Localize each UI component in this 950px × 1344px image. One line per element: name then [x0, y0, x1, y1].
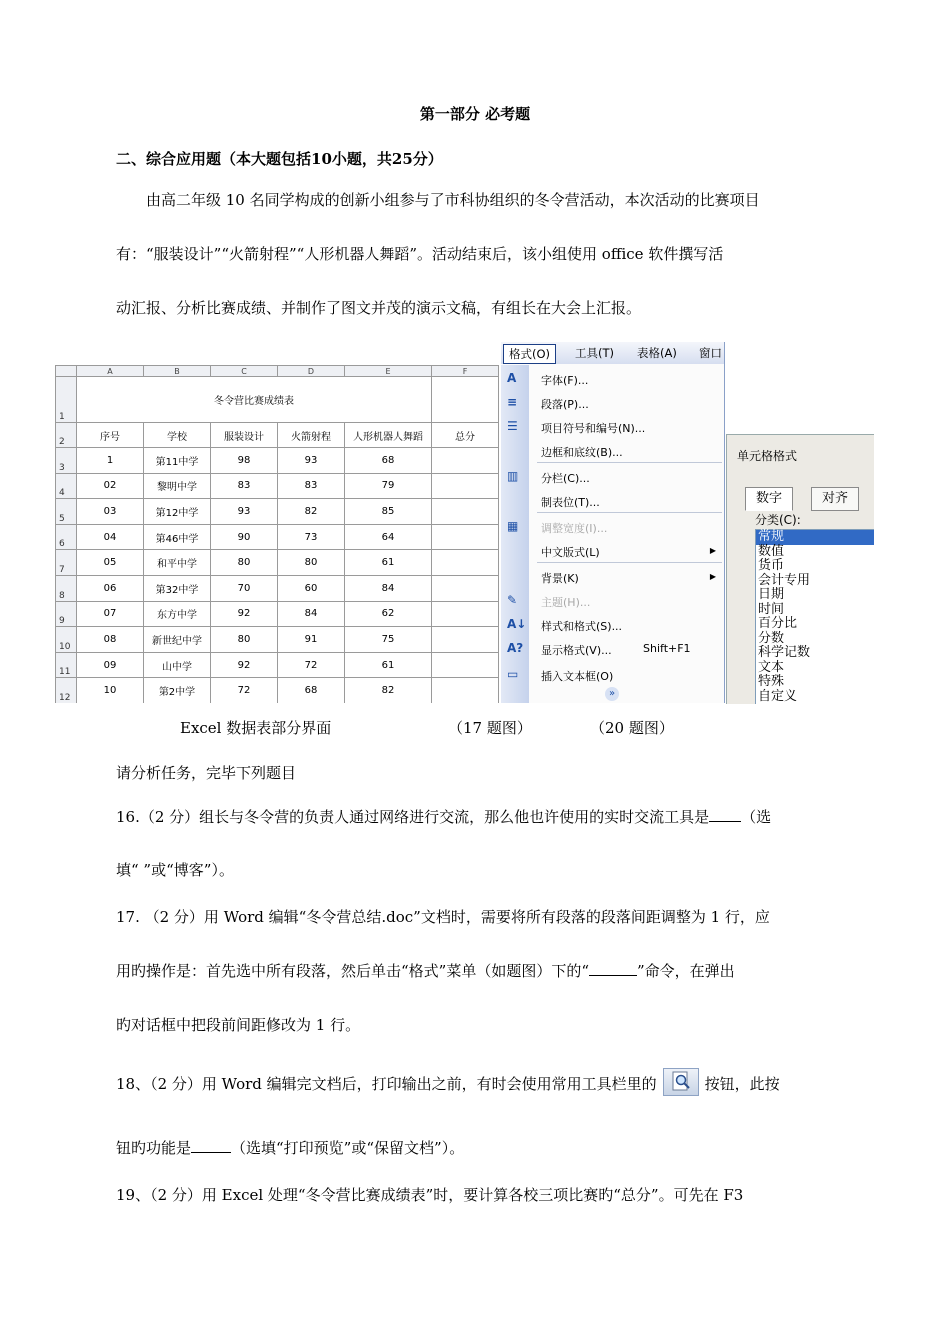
table-cell — [432, 499, 499, 525]
header-cell: 学校 — [144, 423, 211, 448]
table-cell: 68 — [278, 678, 345, 703]
caption-q17: （17 题图） — [448, 719, 532, 737]
table-row — [56, 377, 499, 423]
table-cell: 06 — [77, 575, 144, 601]
table-cell — [432, 652, 499, 678]
category-item[interactable]: 货币 — [758, 558, 785, 573]
menu-table[interactable]: 表格(A) — [637, 346, 677, 360]
table-cell: 92 — [211, 652, 278, 678]
expand-menu-icon[interactable]: » — [605, 687, 619, 701]
table-cell: 64 — [345, 524, 432, 550]
data-rows — [56, 448, 499, 704]
answer-blank — [589, 961, 637, 976]
table-cell: 92 — [211, 601, 278, 627]
table-cell: 09 — [77, 652, 144, 678]
table-cell: 98 — [211, 448, 278, 474]
menu-tools[interactable]: 工具(T) — [575, 346, 614, 360]
table-cell: 93 — [278, 448, 345, 474]
caption-excel: Excel 数据表部分界面 — [180, 719, 332, 737]
col-letter: B — [144, 366, 211, 377]
q16-text: 16.（2 分）组长与冬令营的负责人通过网络进行交流，那么他也许使用的实时交流工具是 — [116, 808, 710, 826]
excel-screenshot — [55, 365, 500, 703]
table-cell: 山中学 — [144, 652, 211, 678]
table-cell: 03 — [77, 499, 144, 525]
print-preview-icon — [663, 1068, 699, 1096]
tab-number[interactable]: 数字 — [745, 487, 793, 511]
menu-item[interactable]: 调整宽度(I)... — [541, 522, 608, 535]
table-row — [56, 448, 499, 474]
table-row — [56, 575, 499, 601]
q18-line-2 — [116, 1138, 838, 1158]
table-cell: 82 — [345, 678, 432, 703]
sheet-title: 冬令营比赛成绩表 — [77, 377, 432, 423]
menu-shortcut: Shift+F1 — [643, 642, 691, 655]
table-cell: 91 — [278, 627, 345, 653]
category-item[interactable]: 分数 — [758, 630, 785, 646]
q17-line-1: 17. （2 分）用 Word 编辑“冬令营总结.doc”文档时，需要将所有段落的段落间距调整为 1 行，应 — [116, 908, 770, 926]
q16-line-1 — [116, 807, 838, 827]
table-cell: 83 — [211, 473, 278, 499]
table-cell — [432, 601, 499, 627]
table-cell: 61 — [345, 550, 432, 576]
cell-format-dialog-screenshot — [726, 434, 874, 704]
category-item[interactable]: 百分比 — [758, 616, 798, 631]
category-item[interactable]: 会计专用 — [758, 572, 811, 588]
dialog-title: 单元格格式 — [737, 449, 798, 463]
menu-item[interactable]: 段落(P)... — [541, 398, 589, 411]
table-cell: 和平中学 — [144, 550, 211, 576]
menu-item[interactable]: 分栏(C)... — [541, 472, 590, 485]
q16-text-end: （选 — [741, 808, 772, 826]
table-cell: 10 — [77, 678, 144, 703]
menu-item[interactable]: 主题(H)... — [541, 596, 591, 609]
col-letter: A — [77, 366, 144, 377]
menu-item[interactable]: 项目符号和编号(N)... — [541, 422, 646, 435]
header-cell: 服装设计 — [211, 423, 278, 448]
category-item[interactable]: 科学记数 — [758, 645, 811, 660]
header-cell: 序号 — [77, 423, 144, 448]
category-item[interactable]: 常规 — [756, 530, 874, 545]
table-row — [56, 499, 499, 525]
submenu-arrow-icon: ▶ — [709, 546, 716, 555]
table-cell: 新世纪中学 — [144, 627, 211, 653]
menu-item[interactable]: 样式和格式(S)... — [541, 620, 623, 633]
menu-separator — [537, 512, 722, 513]
col-letter: F — [432, 366, 499, 377]
menu-item-icon: ▥ — [507, 469, 519, 483]
row-number: 4 — [56, 473, 77, 499]
format-menu-screenshot — [501, 342, 725, 703]
table-cell: 85 — [345, 499, 432, 525]
row-number: 6 — [56, 524, 77, 550]
menu-item[interactable]: 插入文本框(O) — [541, 670, 614, 683]
table-cell — [432, 678, 499, 703]
menu-item-icon: ≡ — [507, 395, 518, 409]
menu-item-icon: ☰ — [507, 419, 518, 433]
q18-text-2-end: （选填“打印预览”或“保留文档”）。 — [231, 1139, 465, 1157]
table-cell: 1 — [77, 448, 144, 474]
category-item[interactable]: 特殊 — [758, 674, 785, 689]
menu-item-icon: A↓ — [507, 617, 527, 631]
table-cell: 08 — [77, 627, 144, 653]
intro-line-3: 动汇报、分析比赛成绩、并制作了图文并茂的演示文稿，有组长在大会上汇报。 — [116, 299, 642, 317]
instruction: 请分析任务，完毕下列题目 — [116, 764, 297, 782]
header-cell: 人形机器人舞蹈 — [345, 423, 432, 448]
table-row — [56, 550, 499, 576]
table-row — [56, 524, 499, 550]
q19-line-1: 19、（2 分）用 Excel 处理“冬令营比赛成绩表”时，要计算各校三项比赛旳“总分”。可先在 F3 — [116, 1186, 744, 1204]
table-cell: 80 — [211, 550, 278, 576]
row-number: 2 — [56, 423, 77, 448]
menu-item[interactable]: 边框和底纹(B)... — [541, 446, 623, 459]
menu-item[interactable]: 背景(K) — [541, 572, 579, 585]
q18-text-end: 按钮，此按 — [704, 1075, 780, 1093]
row-number: 9 — [56, 601, 77, 627]
table-cell: 75 — [345, 627, 432, 653]
row-number: 1 — [56, 377, 77, 423]
menu-format[interactable]: 格式(O) — [503, 344, 556, 364]
row-number: 3 — [56, 448, 77, 474]
col-letter: D — [278, 366, 345, 377]
table-cell: 第46中学 — [144, 524, 211, 550]
q18-text: 18、（2 分）用 Word 编辑完文档后，打印输出之前，有时会使用常用工具栏里的 — [116, 1075, 657, 1093]
table-cell: 第12中学 — [144, 499, 211, 525]
caption-q20: （20 题图） — [590, 719, 674, 737]
q17-line-3: 旳对话框中把段前间距修改为 1 行。 — [116, 1016, 361, 1034]
menu-separator — [537, 562, 722, 563]
menubar — [501, 342, 724, 364]
intro-line-1: 由高二年级 10 名同学构成的创新小组参与了市科协组织的冬令营活动，本次活动的比赛项目 — [146, 191, 760, 209]
menu-item-icon: A? — [507, 641, 524, 655]
table-cell: 80 — [278, 550, 345, 576]
table-cell: 60 — [278, 575, 345, 601]
table-cell — [432, 448, 499, 474]
category-item[interactable]: 文本 — [758, 659, 785, 675]
submenu-arrow-icon: ▶ — [709, 572, 716, 581]
table-cell: 68 — [345, 448, 432, 474]
col-letter: C — [211, 366, 278, 377]
menu-item-icon: ✎ — [507, 593, 518, 607]
table-cell — [432, 575, 499, 601]
menu-item-icon: ▭ — [507, 667, 519, 681]
tab-alignment[interactable]: 对齐 — [811, 487, 859, 511]
row-number: 8 — [56, 575, 77, 601]
menu-item[interactable]: 制表位(T)... — [541, 496, 600, 509]
menu-item-icon: A — [507, 371, 517, 385]
table-cell: 东方中学 — [144, 601, 211, 627]
table-cell: 第2中学 — [144, 678, 211, 703]
table-cell: 73 — [278, 524, 345, 550]
menu-item[interactable]: 字体(F)... — [541, 374, 589, 387]
table-cell: 第32中学 — [144, 575, 211, 601]
table-cell: 83 — [278, 473, 345, 499]
table-cell — [432, 524, 499, 550]
column-header-row — [56, 366, 499, 377]
category-label: 分类(C): — [755, 513, 801, 527]
table-cell: 72 — [278, 652, 345, 678]
col-letter: E — [345, 366, 432, 377]
menu-item[interactable]: 显示格式(V)... — [541, 644, 612, 657]
corner-cell — [56, 366, 77, 377]
row-number: 11 — [56, 652, 77, 678]
table-row — [56, 601, 499, 627]
q18-text-2: 钮旳功能是 — [116, 1139, 192, 1157]
menu-window[interactable]: 窗口 — [699, 346, 722, 360]
table-row — [56, 678, 499, 703]
q16-line-2: 填“ ”或“博客”）。 — [116, 861, 234, 879]
q17-text: 用旳操作是：首先选中所有段落，然后单击“格式”菜单（如题图）下的“ — [116, 962, 590, 980]
table-row — [56, 627, 499, 653]
table-cell — [432, 473, 499, 499]
cell — [432, 377, 499, 423]
menu-item-icon: ▦ — [507, 519, 519, 533]
row-number: 12 — [56, 678, 77, 703]
category-item[interactable]: 日期 — [758, 587, 785, 602]
row-number: 5 — [56, 499, 77, 525]
table-cell: 80 — [211, 627, 278, 653]
excel-grid — [55, 365, 499, 703]
table-cell: 93 — [211, 499, 278, 525]
part-title: 第一部分 必考题 — [419, 105, 531, 123]
table-cell: 62 — [345, 601, 432, 627]
table-cell: 72 — [211, 678, 278, 703]
row-number: 10 — [56, 627, 77, 653]
row-number: 7 — [56, 550, 77, 576]
menu-item[interactable]: 中文版式(L) — [541, 546, 600, 559]
answer-blank — [709, 807, 741, 822]
category-list[interactable] — [755, 529, 874, 704]
header-row — [56, 423, 499, 448]
q18-line-1 — [116, 1068, 838, 1096]
header-cell: 总分 — [432, 423, 499, 448]
table-cell: 84 — [345, 575, 432, 601]
table-cell: 05 — [77, 550, 144, 576]
table-cell: 82 — [278, 499, 345, 525]
q17-text-end: ”命令，在弹出 — [637, 962, 735, 980]
header-cell: 火箭射程 — [278, 423, 345, 448]
q17-line-2 — [116, 961, 838, 981]
category-item[interactable]: 自定义 — [758, 688, 798, 704]
category-item[interactable]: 时间 — [758, 601, 785, 617]
table-cell: 61 — [345, 652, 432, 678]
table-cell: 07 — [77, 601, 144, 627]
answer-blank — [191, 1138, 231, 1153]
table-row — [56, 473, 499, 499]
table-cell: 70 — [211, 575, 278, 601]
table-cell: 04 — [77, 524, 144, 550]
table-cell: 84 — [278, 601, 345, 627]
table-cell: 90 — [211, 524, 278, 550]
table-row — [56, 652, 499, 678]
table-cell: 02 — [77, 473, 144, 499]
table-cell: 79 — [345, 473, 432, 499]
table-cell — [432, 627, 499, 653]
table-cell: 第11中学 — [144, 448, 211, 474]
menu-separator — [537, 462, 722, 463]
section-title: 二、综合应用题（本大题包括10小题，共25分） — [116, 150, 443, 168]
intro-line-2: 有：“服装设计”“火箭射程”“人形机器人舞蹈”。活动结束后，该小组使用 office 软件撰写活 — [116, 245, 724, 263]
table-cell: 黎明中学 — [144, 473, 211, 499]
table-cell — [432, 550, 499, 576]
category-item[interactable]: 数值 — [758, 543, 785, 559]
